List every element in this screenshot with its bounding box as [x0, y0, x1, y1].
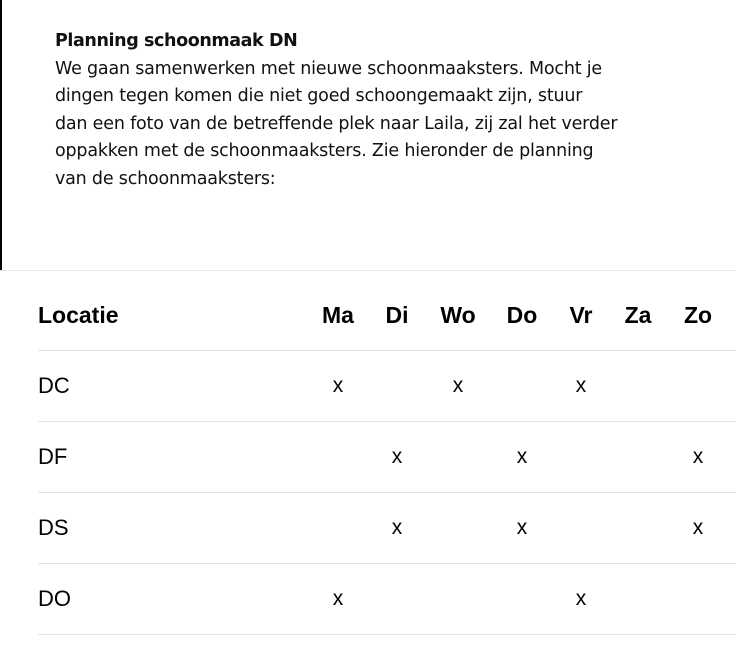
schedule-cell — [313, 493, 363, 563]
schedule-cell — [433, 564, 483, 634]
schedule-cell: x — [391, 445, 403, 468]
intro-line: oppakken met de schoonmaaksters. Zie hieronder de planning — [55, 141, 594, 161]
intro-block — [55, 28, 715, 193]
section-divider — [0, 270, 736, 271]
schedule-cell — [613, 564, 663, 634]
schedule-cell: x — [332, 374, 344, 397]
schedule-cell — [673, 564, 723, 634]
schedule-cell — [613, 493, 663, 563]
intro-line: van de schoonmaaksters: — [55, 168, 276, 189]
header-day-za: Za — [624, 302, 652, 328]
intro-title: Planning schoonmaak DN — [55, 31, 298, 51]
table-row — [38, 564, 736, 635]
table-row — [38, 351, 736, 422]
cleaning-schedule-table — [38, 280, 736, 635]
table-row — [38, 493, 736, 564]
table-header-row — [38, 280, 736, 351]
schedule-cell: x — [516, 516, 528, 539]
schedule-cell — [556, 493, 606, 563]
row-location: DO — [38, 586, 71, 611]
header-day-wo: Wo — [440, 302, 476, 328]
schedule-cell: x — [452, 374, 464, 397]
header-day-di: Di — [385, 302, 409, 328]
schedule-cell — [433, 493, 483, 563]
table-row — [38, 422, 736, 493]
schedule-cell — [673, 351, 723, 421]
page-left-border — [0, 0, 2, 270]
schedule-cell: x — [575, 587, 587, 610]
header-location: Locatie — [38, 302, 119, 328]
schedule-cell: x — [692, 516, 704, 539]
header-day-vr: Vr — [569, 302, 593, 328]
schedule-cell — [556, 422, 606, 492]
schedule-cell — [613, 351, 663, 421]
header-day-do: Do — [506, 302, 538, 328]
intro-line: We gaan samenwerken met nieuwe schoonmaaksters. Mocht je — [55, 58, 602, 79]
schedule-cell — [497, 351, 547, 421]
intro-line: dingen tegen komen die niet goed schoongemaakt zijn, stuur — [55, 86, 583, 106]
row-location: DC — [38, 373, 70, 398]
header-day-zo: Zo — [683, 302, 713, 328]
header-day-ma: Ma — [322, 302, 354, 328]
schedule-cell: x — [516, 445, 528, 468]
schedule-cell — [613, 422, 663, 492]
schedule-cell — [433, 422, 483, 492]
schedule-cell: x — [332, 587, 344, 610]
row-location: DF — [38, 444, 68, 469]
schedule-cell: x — [575, 374, 587, 397]
schedule-cell — [497, 564, 547, 634]
schedule-cell — [313, 422, 363, 492]
row-location: DS — [38, 515, 69, 540]
schedule-cell — [372, 564, 422, 634]
schedule-cell: x — [692, 445, 704, 468]
intro-line: dan een foto van de betreffende plek naar Laila, zij zal het verder — [55, 113, 618, 134]
schedule-cell: x — [391, 516, 403, 539]
schedule-cell — [372, 351, 422, 421]
